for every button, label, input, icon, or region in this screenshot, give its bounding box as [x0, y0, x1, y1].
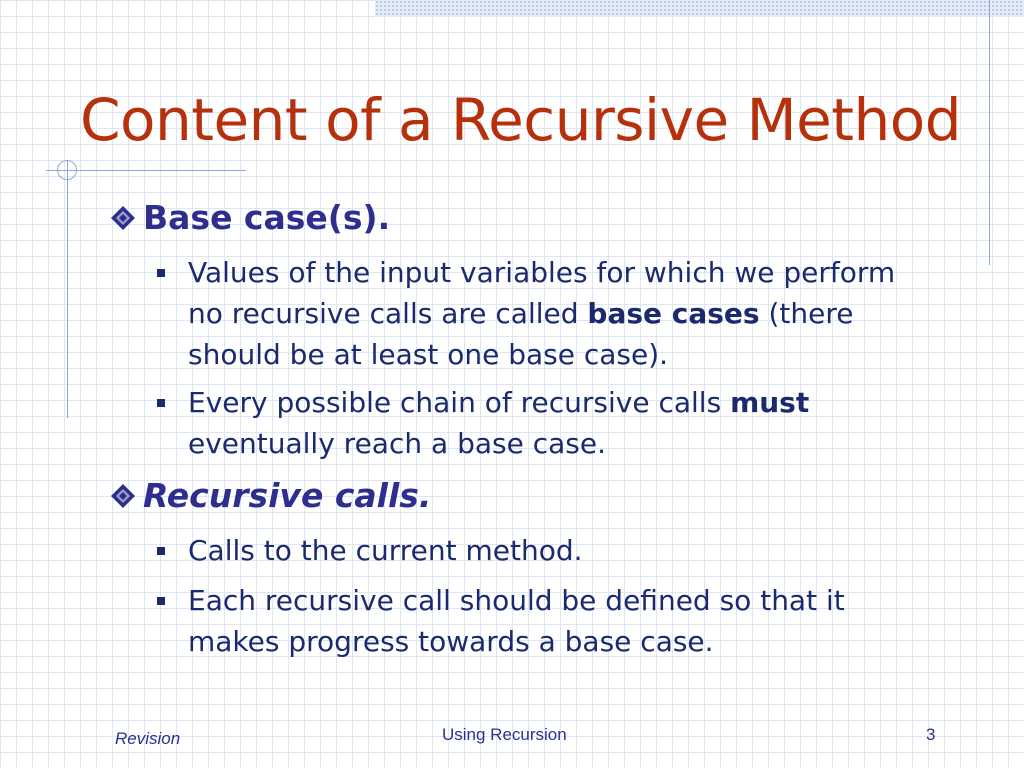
text-line: Each recursive call should be defined so that it	[188, 584, 845, 617]
crosshair-circle-ornament	[57, 160, 77, 180]
sub-bullet	[157, 382, 972, 464]
text-run: no recursive calls are called	[188, 297, 588, 330]
bullet-recursive-calls	[103, 476, 431, 515]
text-line: should be at least one base case).	[188, 338, 669, 371]
text-line: eventually reach a base case.	[188, 427, 606, 460]
bullet-heading: Recursive calls.	[143, 476, 432, 515]
diamond-bullet-icon	[103, 204, 143, 232]
bold-term: base cases	[587, 297, 760, 330]
slide-title: Content of a Recursive Method	[80, 86, 962, 154]
sub-bullet-text	[188, 382, 809, 464]
diamond-bullet-icon	[103, 482, 143, 510]
text-line: makes progress towards a base case.	[188, 625, 714, 658]
text-line	[188, 293, 895, 334]
bullet-heading: Base case(s).	[143, 198, 391, 237]
sub-bullet	[157, 252, 972, 375]
bullet-base-cases	[103, 198, 390, 237]
left-vertical-rule	[67, 160, 68, 418]
sub-bullet	[157, 580, 972, 662]
square-bullet-icon	[157, 580, 188, 662]
square-bullet-icon	[157, 530, 188, 571]
footer-title: Using Recursion	[442, 725, 567, 744]
page-number: 3	[926, 725, 936, 744]
text-line	[188, 382, 809, 423]
text-run: (there	[759, 297, 854, 330]
square-bullet-icon	[157, 382, 188, 464]
sub-bullet-text	[188, 252, 895, 375]
right-vertical-rule	[989, 0, 990, 265]
square-bullet-icon	[157, 252, 188, 375]
sub-bullet-text	[188, 580, 845, 662]
bold-term: must	[730, 386, 810, 419]
sub-bullet-text	[188, 530, 583, 571]
text-line: Calls to the current method.	[188, 534, 583, 567]
sub-bullet	[157, 530, 972, 571]
header-pattern-band	[375, 0, 1024, 17]
footer-section-label: Revision	[115, 729, 181, 748]
text-run: Every possible chain of recursive calls	[188, 386, 731, 419]
text-line: Values of the input variables for which we perform	[188, 256, 896, 289]
